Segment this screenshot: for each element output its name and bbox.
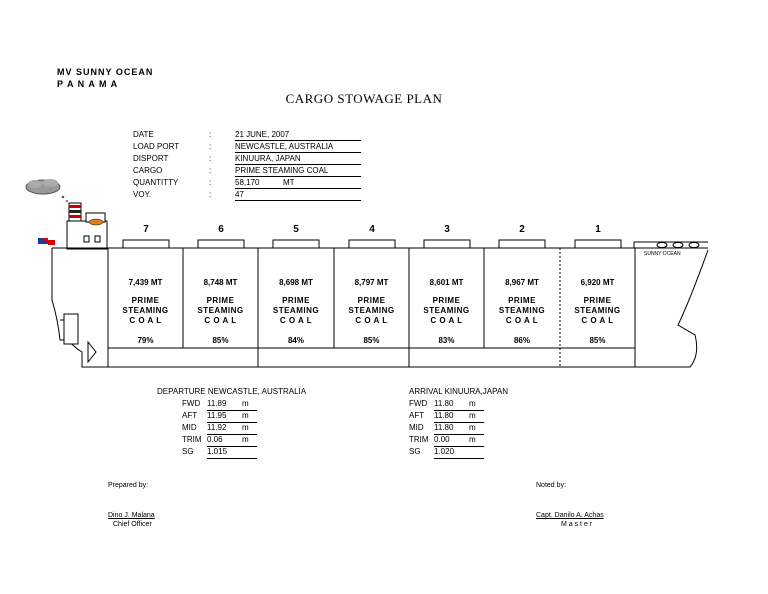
info-value: PRIME STEAMING COAL xyxy=(235,165,361,177)
hold-fill-percent: 84% xyxy=(287,336,304,345)
draft-row xyxy=(409,411,579,423)
hold-tonnage: 8,967 MT xyxy=(505,278,539,287)
info-colon: : xyxy=(209,190,212,199)
hold-fill-percent: 85% xyxy=(589,336,606,345)
draft-unit: m xyxy=(469,411,476,420)
cargo-line: PRIME xyxy=(206,296,235,305)
flag-icon xyxy=(38,238,55,245)
info-label: VOY. xyxy=(133,190,152,199)
hold-fill-percent: 83% xyxy=(438,336,455,345)
hold-fill-percent: 79% xyxy=(137,336,154,345)
prepared-by-name: Dino J. Malana xyxy=(108,512,155,519)
draft-row xyxy=(182,447,327,459)
noted-by-name: Capt. Danilo A. Achas xyxy=(536,512,604,519)
info-value: KINUURA, JAPAN xyxy=(235,153,361,165)
draft-unit: m xyxy=(469,399,476,408)
hold-7 xyxy=(108,278,183,345)
hold-6 xyxy=(183,278,258,345)
info-label: DISPORT xyxy=(133,154,169,163)
hold-tonnage: 8,748 MT xyxy=(203,278,238,287)
cargo-line: STEAMING xyxy=(498,306,546,315)
cargo-line: C O A L xyxy=(355,316,388,325)
hold-tonnage: 8,797 MT xyxy=(354,278,389,287)
draft-unit: m xyxy=(242,399,249,408)
draft-value: 11.80 xyxy=(434,399,484,411)
draft-label: TRIM xyxy=(182,435,202,444)
quantity-value: 58,170 xyxy=(235,178,260,187)
draft-label: FWD xyxy=(182,399,201,408)
info-colon: : xyxy=(209,142,212,151)
hold-1 xyxy=(560,278,635,345)
info-colon: : xyxy=(209,178,212,187)
hold-tonnage: 8,698 MT xyxy=(279,278,313,287)
hold-fill-percent: 85% xyxy=(363,336,380,345)
draft-row xyxy=(182,411,327,423)
hold-cargo xyxy=(334,296,409,326)
draft-label: MID xyxy=(409,423,424,432)
cargo-line: STEAMING xyxy=(197,306,244,315)
hold-fill-percent: 85% xyxy=(212,336,229,345)
noted-by-label: Noted by: xyxy=(536,482,566,489)
cargo-line: STEAMING xyxy=(574,306,621,315)
draft-row xyxy=(182,399,327,411)
noted-by-title: M a s t e r xyxy=(561,521,593,528)
hold-number: 1 xyxy=(595,224,601,235)
draft-row xyxy=(409,447,579,459)
draft-label: TRIM xyxy=(409,435,429,444)
draft-value: 11.80 xyxy=(434,411,484,423)
info-colon: : xyxy=(209,130,212,139)
hold-cargo xyxy=(409,296,484,326)
cargo-line: C O A L xyxy=(505,316,539,325)
hold-number: 2 xyxy=(519,224,525,235)
draft-label: SG xyxy=(182,447,194,456)
info-colon: : xyxy=(209,166,212,175)
bow-deck-fittings xyxy=(657,243,699,248)
draft-row xyxy=(409,423,579,435)
hold-cargo xyxy=(484,296,560,326)
draft-unit: m xyxy=(242,435,249,444)
hatch-covers xyxy=(123,240,621,248)
hold-4 xyxy=(334,278,409,345)
hold-fill-percent: 86% xyxy=(513,336,530,345)
cargo-line: C O A L xyxy=(204,316,237,325)
hold-cargo xyxy=(183,296,258,326)
cargo-line: C O A L xyxy=(581,316,614,325)
hold-number: 5 xyxy=(293,224,299,235)
draft-value: 0.00 xyxy=(434,435,484,447)
draft-row xyxy=(409,435,579,447)
info-value: NEWCASTLE, AUSTRALIA xyxy=(235,141,361,153)
ship-name: MV SUNNY OCEAN xyxy=(57,67,154,77)
draft-row xyxy=(409,399,579,411)
draft-value: 1.020 xyxy=(434,447,484,459)
info-row-loadport xyxy=(133,141,373,153)
hold-2 xyxy=(484,278,560,345)
cargo-line: PRIME xyxy=(432,296,461,305)
draft-row xyxy=(182,423,327,435)
draft-value: 0.06 xyxy=(207,435,257,447)
cargo-line: PRIME xyxy=(357,296,386,305)
cargo-line: C O A L xyxy=(129,316,162,325)
propeller-icon xyxy=(88,342,96,362)
draft-value: 11.89 xyxy=(207,399,257,411)
departure-conditions xyxy=(157,387,327,459)
draft-value: 11.95 xyxy=(207,411,257,423)
info-label: CARGO xyxy=(133,166,163,175)
cargo-line: PRIME xyxy=(583,296,612,305)
cargo-line: PRIME xyxy=(508,296,536,305)
page-title: CARGO STOWAGE PLAN xyxy=(285,91,443,106)
draft-label: AFT xyxy=(182,411,198,420)
hold-tonnage: 6,920 MT xyxy=(580,278,615,287)
hold-number: 6 xyxy=(218,224,224,235)
cargo-line: C O A L xyxy=(279,316,313,325)
draft-unit: m xyxy=(242,411,249,420)
arrival-header: ARRIVAL KINUURA,JAPAN xyxy=(409,387,508,396)
hold-number: 7 xyxy=(143,224,149,235)
departure-header: DEPARTURE NEWCASTLE, AUSTRALIA xyxy=(157,387,307,396)
draft-value: 11.80 xyxy=(434,423,484,435)
hold-tonnage: 7,439 MT xyxy=(128,278,163,287)
cargo-line: PRIME xyxy=(131,296,160,305)
hold-3 xyxy=(409,278,484,345)
cargo-line: STEAMING xyxy=(348,306,395,315)
draft-value: 1.015 xyxy=(207,447,257,459)
info-value: 47 xyxy=(235,189,361,201)
info-label: LOAD PORT xyxy=(133,142,180,151)
draft-unit: m xyxy=(469,435,476,444)
draft-label: AFT xyxy=(409,411,425,420)
funnel-icon xyxy=(69,203,81,221)
draft-label: MID xyxy=(182,423,197,432)
hold-cargo xyxy=(560,296,635,326)
hold-number: 3 xyxy=(444,224,450,235)
hold-cargo xyxy=(108,296,183,326)
cargo-line: STEAMING xyxy=(423,306,470,315)
draft-label: FWD xyxy=(409,399,428,408)
info-value: 21 JUNE, 2007 xyxy=(235,129,361,141)
draft-row xyxy=(182,435,327,447)
hold-tonnage: 8,601 MT xyxy=(429,278,464,287)
draft-value: 11.92 xyxy=(207,423,257,435)
info-row-date xyxy=(133,129,373,141)
arrival-conditions xyxy=(409,387,579,459)
hold-5 xyxy=(258,278,334,345)
cargo-line: PRIME xyxy=(282,296,310,305)
info-label: DATE xyxy=(133,130,154,139)
ship-flag: P A N A M A xyxy=(57,79,119,89)
hold-cargo xyxy=(258,296,334,326)
cargo-line: STEAMING xyxy=(122,306,169,315)
smoke-cloud-icon xyxy=(26,179,68,202)
bow-label: SUNNY OCEAN xyxy=(644,251,681,257)
info-row-disport xyxy=(133,153,373,165)
ship-profile-diagram xyxy=(0,170,768,380)
draft-unit: m xyxy=(469,423,476,432)
draft-label: SG xyxy=(409,447,421,456)
cargo-line: STEAMING xyxy=(272,306,320,315)
info-colon: : xyxy=(209,154,212,163)
prepared-by-title: Chief Officer xyxy=(113,521,152,528)
quantity-unit: MT xyxy=(283,178,295,187)
cargo-line: C O A L xyxy=(430,316,463,325)
hold-number: 4 xyxy=(369,224,375,235)
prepared-by-label: Prepared by: xyxy=(108,482,149,489)
info-label: QUANTITTY xyxy=(133,178,179,187)
draft-unit: m xyxy=(242,423,249,432)
